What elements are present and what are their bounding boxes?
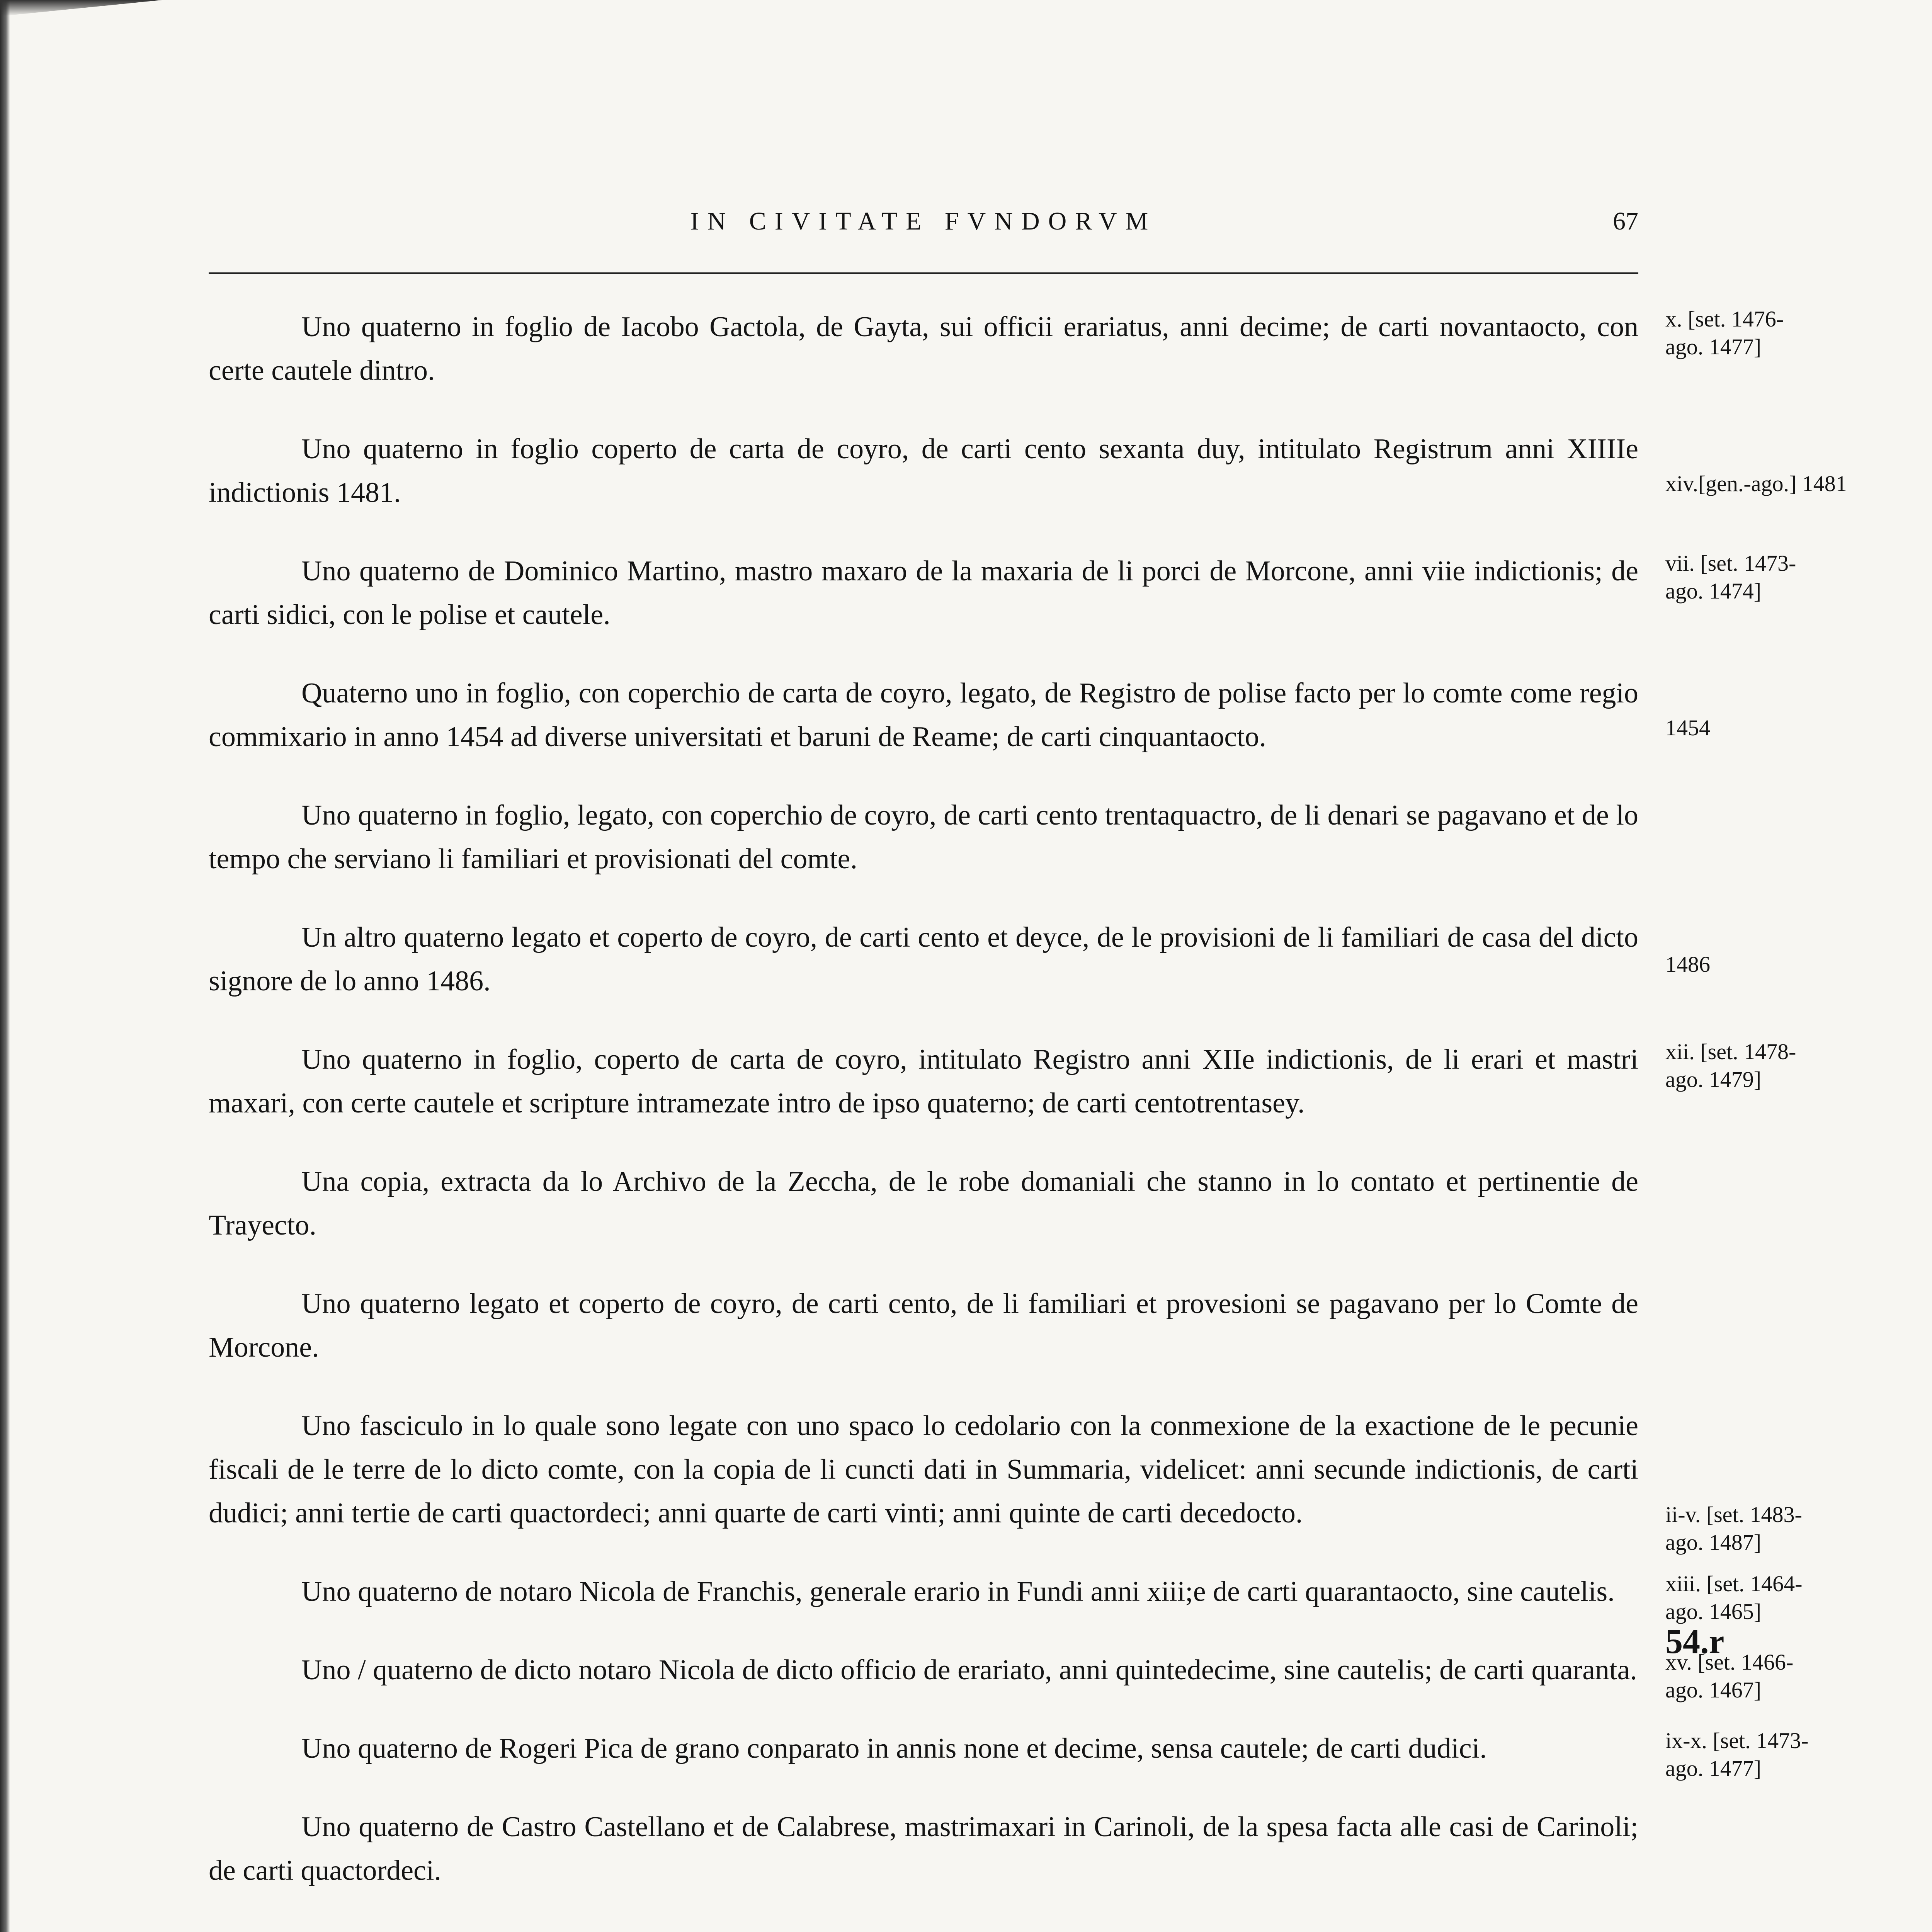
entry — [209, 1282, 1638, 1369]
entry — [209, 1927, 1638, 1932]
entry-text: Uno fasciculo in lo quale sono legate con uno spaco lo cedolario con la conmexione de la exactione de le pecunie fiscali de le terre de lo dicto comte, con la copia de li cuncti dati in Summaria, videlicet: anni secunde indictionis, de carti dudici; anni tertie de carti quactordeci; anni quarte de carti vinti; anni quinte de carti decedocto. — [209, 1410, 1638, 1529]
entry-text: Uno quaterno de Rogeri Pica de grano conparato in annis none et decime, sensa cautele; de carti dudici. — [301, 1733, 1487, 1764]
entry — [209, 1570, 1803, 1661]
entry-text: Uno quaterno de Dominico Martino, mastro maxaro de la maxaria de li porci de Morcone, anni viie indictionis; de carti sidici, con le polise et cautele. — [209, 555, 1638, 631]
entry-text: Uno quaterno de notaro Nicola de Franchis, generale erario in Fundi anni xiii;e de carti quarantaocto, sine cautelis. — [301, 1576, 1615, 1607]
entry-text: Uno / quaterno de dicto notaro Nicola de dicto officio de erariato, anni quintedecime, sine cautelis; de carti quaranta. — [301, 1654, 1637, 1686]
page-edge — [0, 0, 10, 1932]
entry — [209, 794, 1638, 881]
margin-note: xii. [set. 1478- ago. 1479] — [1665, 1039, 1796, 1092]
entry-text: Quaterno uno in foglio, con coperchio de carta de coyro, legato, de Registro de polise facto per lo comte come regio commixario in anno 1454 ad diverse universitati et baruni de Reame; de carti cinquantaocto. — [209, 677, 1638, 753]
page-header — [209, 207, 1638, 253]
running-title: IN CIVITATE FVNDORVM — [690, 207, 1157, 235]
entry-text: Uno quaterno de Castro Castellano et de Calabrese, mastrimaxari in Carinoli, de la spesa facta alle casi de Carinoli; de carti quactordeci. — [209, 1811, 1638, 1886]
document-body — [209, 305, 1847, 1932]
entry — [209, 1805, 1638, 1893]
entry-text: Un altro quaterno legato et coperto de coyro, de carti cento et deyce, de le provisioni de li familiari de casa del dicto signore de lo anno 1486. — [209, 922, 1638, 997]
entry-text: Uno quaterno in foglio de Iacobo Gactola, de Gayta, sui officii erariatus, anni decime; de carti novantaocto, con certe cautele dintro. — [209, 311, 1638, 386]
entry — [209, 1160, 1638, 1247]
entry — [209, 1038, 1796, 1125]
entry — [209, 1404, 1802, 1555]
entry — [209, 305, 1784, 393]
entry — [209, 427, 1847, 515]
corner-mark — [0, 0, 162, 16]
header-rule — [209, 272, 1638, 274]
entry-text: Una copia, extracta da lo Archivo de la Zeccha, de le robe domaniali che stanno in lo contato et pertinentie de Trayecto. — [209, 1166, 1638, 1241]
margin-note: 1486 — [1665, 952, 1710, 977]
entry-text: Uno quaterno in foglio coperto de carta de coyro, de carti cento sexanta duy, intitulato Registrum anni XIIIIe indictionis 1481. — [209, 433, 1638, 509]
entry — [209, 549, 1796, 637]
folio-marker: 54.r — [1665, 1622, 1725, 1661]
entry-text: Uno quaterno legato et coperto de coyro, de carti cento, de li familiari et provesioni se pagavano per lo Comte de Morcone. — [209, 1288, 1638, 1363]
margin-note: xiii. [set. 1464- ago. 1465] — [1665, 1571, 1803, 1624]
page-number: 67 — [1613, 207, 1638, 235]
entry-text: Uno quaterno in foglio, legato, con coperchio de coyro, de carti cento trentaquactro, de li denari se pagavano et de lo tempo che serviano li familiari et provisionati del comte. — [209, 799, 1638, 875]
entry-text — [209, 1927, 1638, 1932]
margin-note: vii. [set. 1473- ago. 1474] — [1665, 551, 1796, 604]
entry — [209, 1727, 1809, 1781]
entry — [209, 672, 1710, 759]
margin-note: x. [set. 1476- ago. 1477] — [1665, 306, 1784, 359]
entry — [209, 1648, 1794, 1702]
entry-text: Uno quaterno in foglio, coperto de carta de coyro, intitulato Registro anni XIIe indictionis, de li erari et mastri maxari, con certe cautele et scripture intramezate intro de ipso quaterno; de carti centotrentasey. — [209, 1044, 1638, 1119]
margin-note: 1454 — [1665, 715, 1710, 740]
margin-note: ix-x. [set. 1473- ago. 1477] — [1665, 1728, 1809, 1781]
margin-note: xiv.[gen.-ago.] 1481 — [1665, 471, 1847, 496]
margin-note: ii-v. [set. 1483- ago. 1487] — [1665, 1502, 1802, 1555]
entry — [209, 916, 1710, 1003]
margin-note: xv. [set. 1466- ago. 1467] — [1665, 1650, 1794, 1702]
